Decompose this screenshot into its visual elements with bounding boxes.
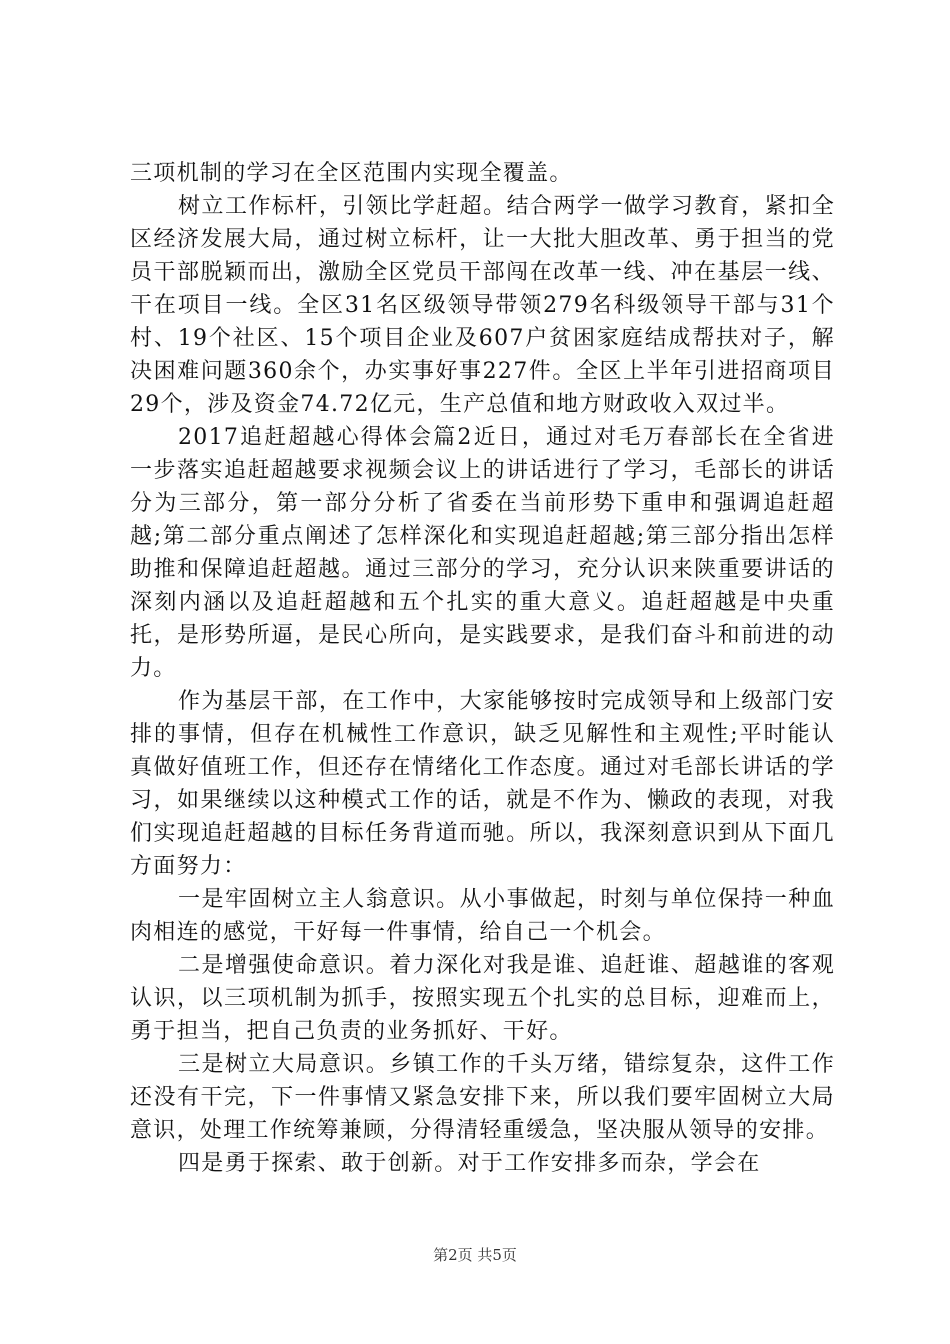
paragraph-8: 四是勇于探索、敢于创新。对于工作安排多而杂，学会在 (178, 1151, 761, 1176)
paragraph-7: 三是树立大局意识。乡镇工作的千头万绪，错综复杂，这件工作还没有干完，下一件事情又紧急安排下来，所以我们要牢固树立大局意识，处理工作统筹兼顾，分得清轻重缓急，坚决服从领导的安排。 (130, 1052, 835, 1143)
paragraph-6: 二是增强使命意识。着力深化对我是谁、追赶谁、超越谁的客观认识，以三项机制为抓手，按照实现五个扎实的总目标，迎难而上，勇于担当，把自己负责的业务抓好、干好。 (130, 953, 835, 1044)
document-body (130, 157, 835, 1180)
page-footer: 第2页 共5页 (433, 1246, 517, 1264)
paragraph-1: 三项机制的学习在全区范围内实现全覆盖。 (130, 161, 573, 186)
paragraph-2: 树立工作标杆，引领比学赶超。结合两学一做学习教育，紧扣全区经济发展大局，通过树立标杆，让一大批大胆改革、勇于担当的党员干部脱颖而出，激励全区党员干部闯在改革一线、冲在基层一线、干在项目一线。全区31名区级领导带领279名科级领导干部与31个村、19个社区、15个项目企业及607户贫困家庭结成帮扶对子，解决困难问题360余个，办实事好事227件。全区上半年引进招商项目29个，涉及资金74.72亿元，生产总值和地方财政收入双过半。 (130, 194, 835, 417)
paragraph-4: 作为基层干部，在工作中，大家能够按时完成领导和上级部门安排的事情，但存在机械性工作意识，缺乏见解性和主观性;平时能认真做好值班工作，但还存在情绪化工作态度。通过对毛部长讲话的学习，如果继续以这种模式工作的话，就是不作为、懒政的表现，对我们实现追赶超越的目标任务背道而驰。所以，我深刻意识到从下面几方面努力： (130, 689, 835, 879)
paragraph-3: 2017追赶超越心得体会篇2近日，通过对毛万春部长在全省进一步落实追赶超越要求视频会议上的讲话进行了学习，毛部长的讲话分为三部分，第一部分分析了省委在当前形势下重申和强调追赶超越;第二部分重点阐述了怎样深化和实现追赶超越;第三部分指出怎样助推和保障追赶超越。通过三部分的学习，充分认识来陕重要讲话的深刻内涵以及追赶超越和五个扎实的重大意义。追赶超越是中央重托，是形势所逼，是民心所向，是实践要求，是我们奋斗和前进的动力。 (130, 425, 835, 681)
paragraph-5: 一是牢固树立主人翁意识。从小事做起，时刻与单位保持一种血肉相连的感觉，干好每一件事情，给自己一个机会。 (130, 887, 835, 945)
